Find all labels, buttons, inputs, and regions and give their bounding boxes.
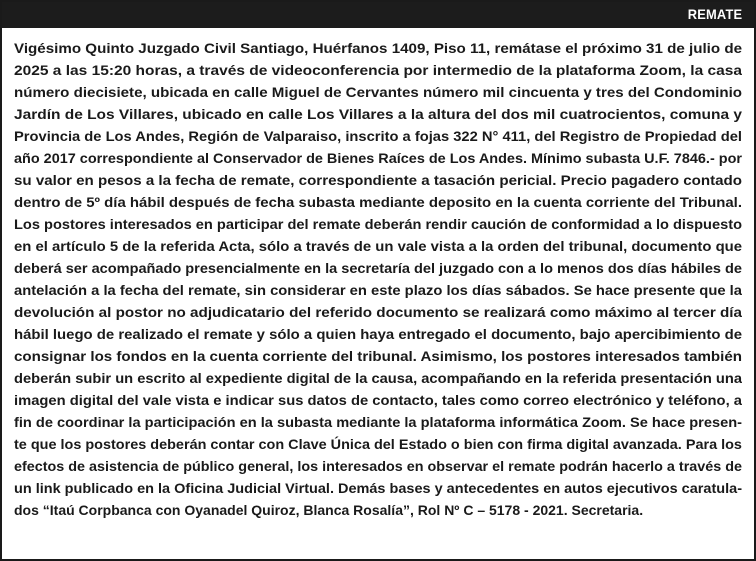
notice-line: fin de coordinar la participación en la subasta mediante la plataforma informática Zoom. Se hace presen-: [14, 414, 742, 430]
notice-line: te que los postores deberán contar con Clave Única del Estado o bien con firma digital avanzada. Para los: [14, 436, 742, 452]
notice-line: efectos de asistencia de público general, los interesados en observar el remate podrán hacerlo a través de: [14, 458, 742, 474]
section-label: REMATE: [687, 6, 742, 22]
notice-line: dos “Itaú Corpbanca con Oyanadel Quiroz, Blanca Rosalía”, Rol Nº C – 5178 - 2021. Secretaria.: [14, 502, 644, 518]
notice-line: deberán subir un escrito al expediente digital de la causa, acompañando en la referida presentación una: [14, 370, 742, 386]
header-bar: [2, 2, 754, 28]
notice-line: Vigésimo Quinto Juzgado Civil Santiago, Huérfanos 1409, Piso 11, remátase el próximo 31 de julio de: [14, 40, 742, 56]
notice-line: número diecisiete, ubicada en calle Miguel de Cervantes número mil cincuenta y tres del Condominio: [14, 84, 742, 100]
notice-line: antelación a la fecha del remate, sin considerar en este plazo los días sábados. Se hace presente que la: [14, 282, 742, 298]
notice-line: Los postores interesados en participar del remate deberán rendir caución de conformidad a lo dispuesto: [14, 216, 742, 232]
notice-line: consignar los fondos en la cuenta corriente del tribunal. Asimismo, los postores interesados también: [14, 348, 742, 364]
notice-line: deberá ser acompañado presencialmente en la secretaría del juzgado con a lo menos dos días hábiles de: [14, 260, 742, 276]
notice-line: Jardín de Los Villares, ubicado en calle Los Villares a la altura del dos mil cuatrocientos, comuna y: [14, 106, 742, 122]
notice-line: dentro de 5º día hábil después de fecha subasta mediante deposito en la cuenta corriente del Tribunal.: [14, 194, 742, 210]
notice-body: [14, 37, 742, 521]
notice-line: en el artículo 5 de la referida Acta, sólo a través de un vale vista a la orden del tribunal, documento que: [14, 238, 742, 254]
notice-line: hábil luego de realizado el remate y sólo a quien haya entregado el documento, bajo apercibimiento de: [14, 326, 742, 342]
notice-line: imagen digital del vale vista e indicar sus datos de contacto, tales como correo electrónico y teléfono, a: [14, 392, 742, 408]
notice-line: Provincia de Los Andes, Región de Valparaiso, inscrito a fojas 322 N° 411, del Registro de Propiedad del: [14, 128, 742, 144]
notice-line: un link publicado en la Oficina Judicial Virtual. Demás bases y antecedentes en autos ejecutivos caratula-: [14, 480, 742, 496]
notice-line: su valor en pesos a la fecha de remate, correspondiente a tasación pericial. Precio pagadero contado: [14, 172, 742, 188]
notice-line: devolución al postor no adjudicatario del referido documento se realizará como máximo al tercer día: [14, 304, 742, 320]
notice-line: año 2017 correspondiente al Conservador de Bienes Raíces de Los Andes. Mínimo subasta U.F. 7846.- por: [14, 150, 742, 166]
notice-line: 2025 a las 15:20 horas, a través de videoconferencia por intermedio de la plataforma Zoom, la casa: [14, 62, 742, 78]
